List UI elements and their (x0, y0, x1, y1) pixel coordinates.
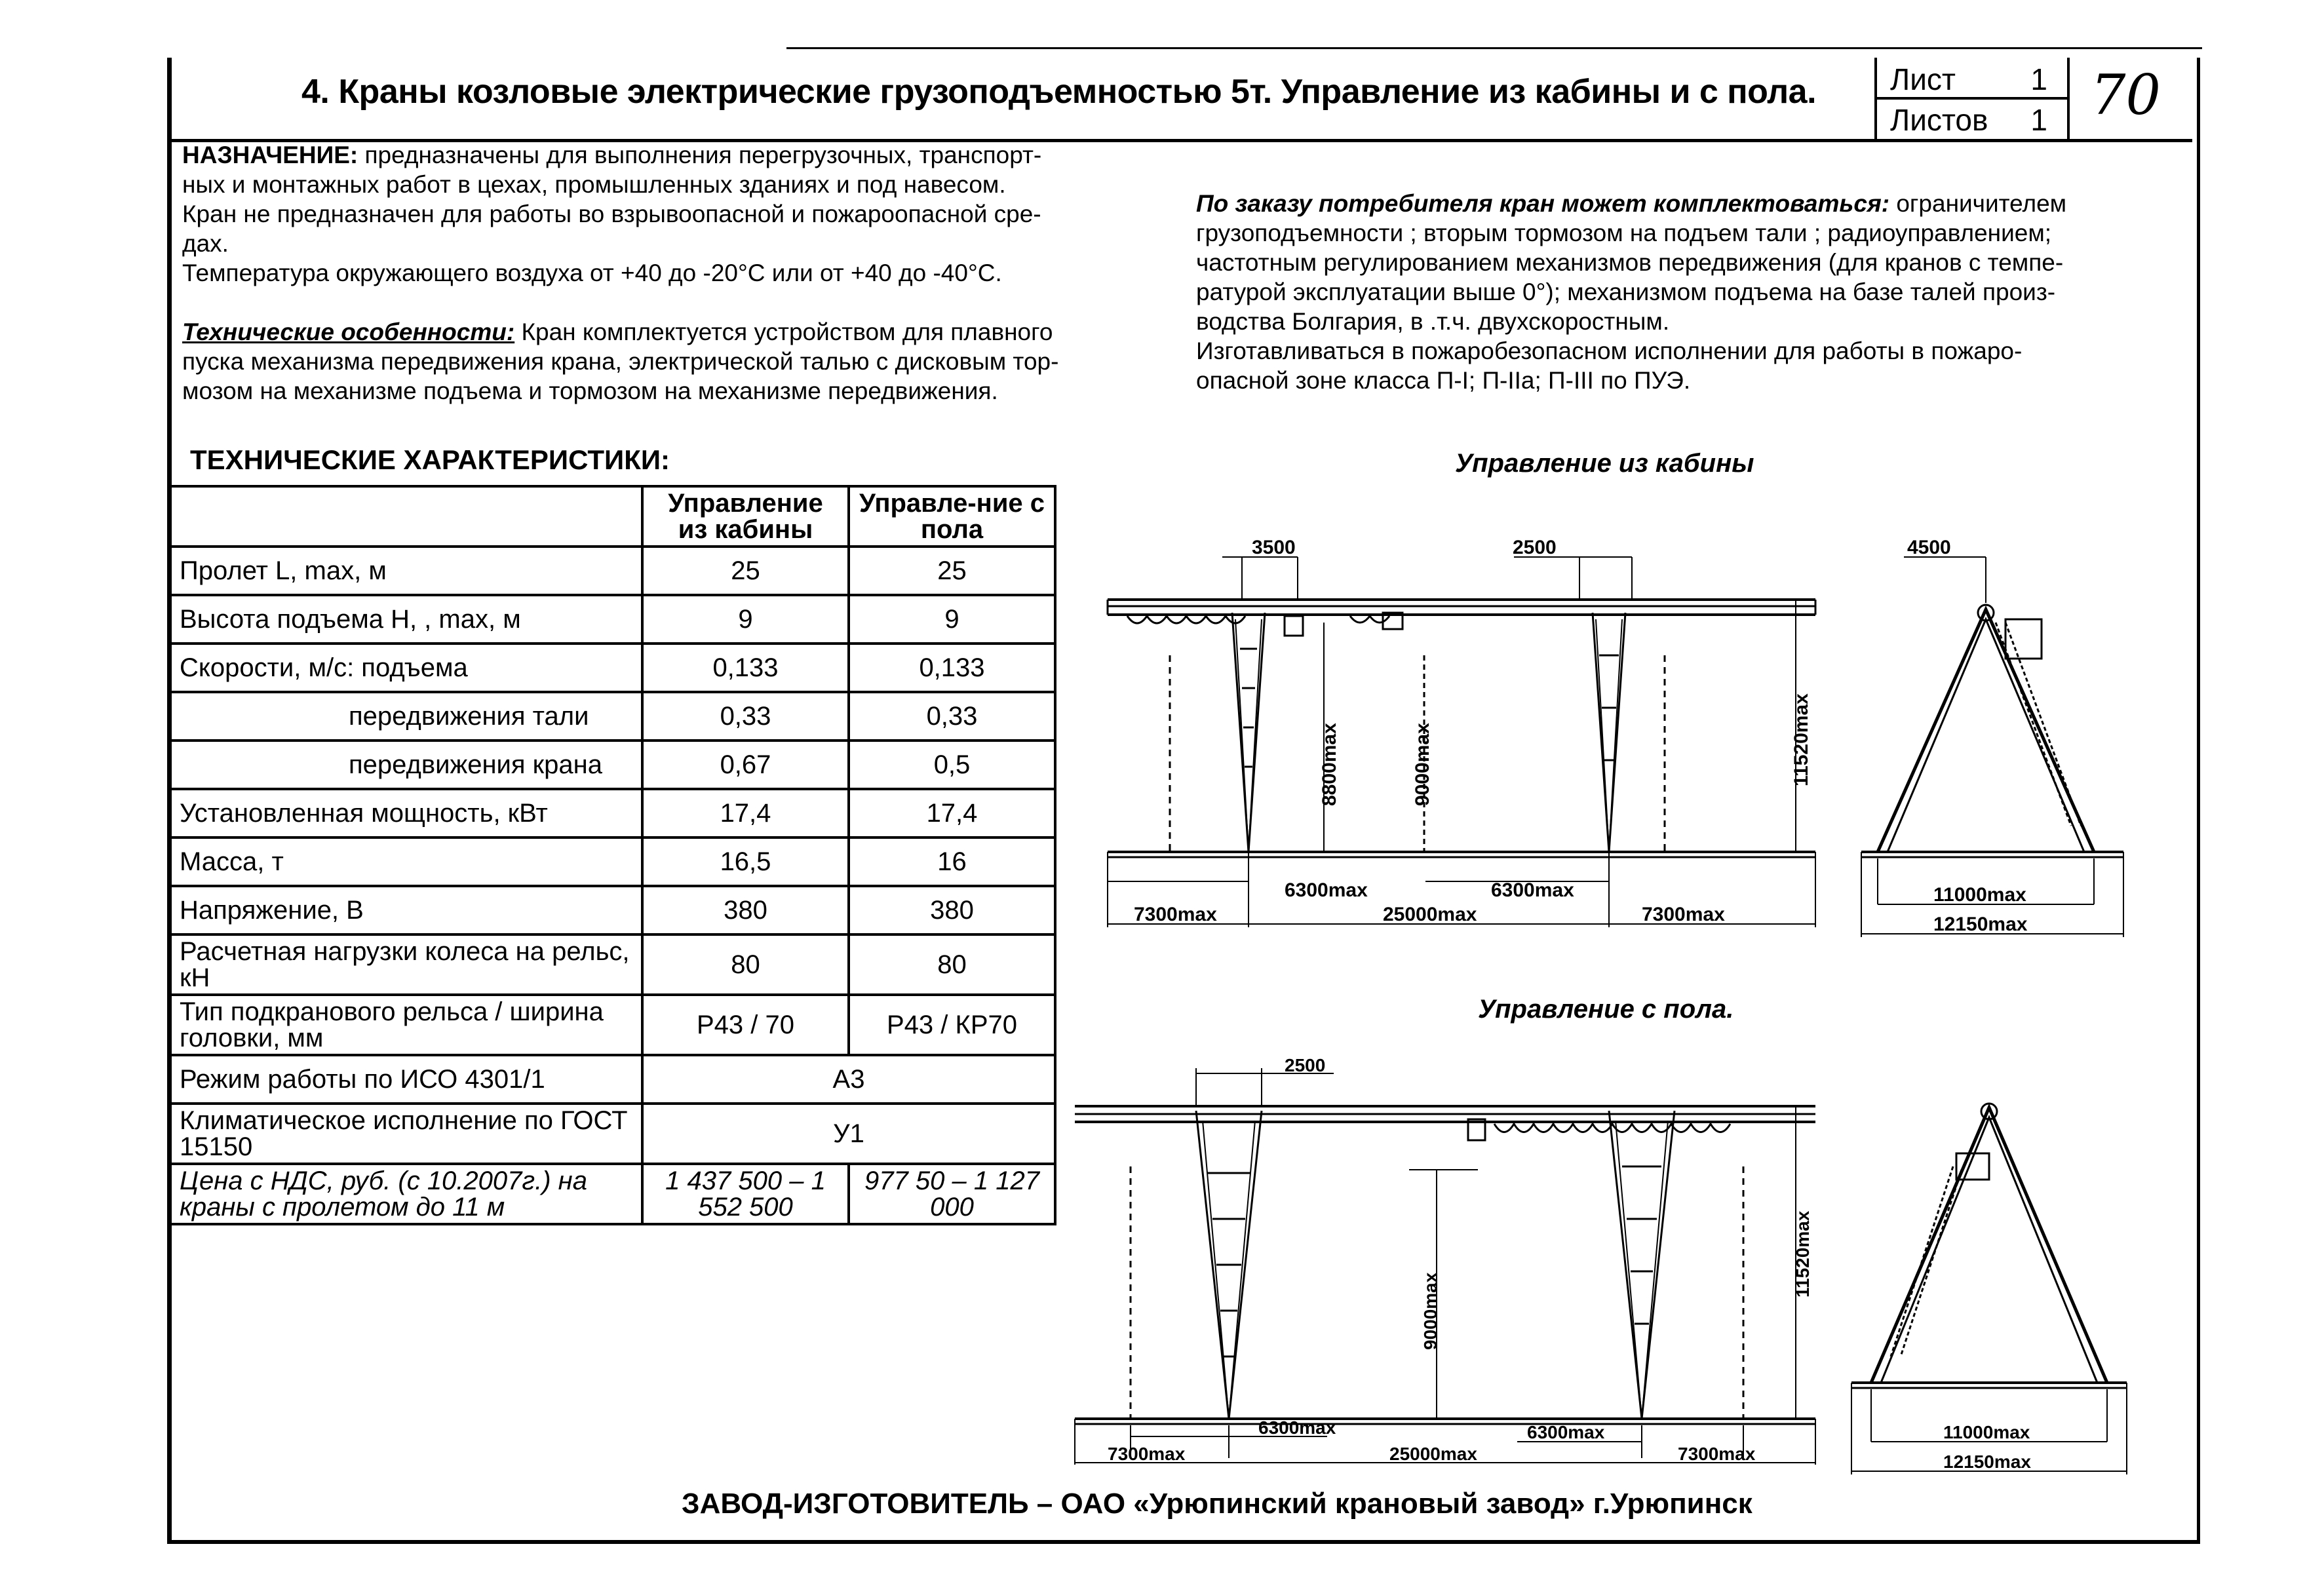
dim-11520: 11520max (1792, 1210, 1813, 1298)
row-label: передвижения тали (170, 692, 642, 741)
price-label: Цена с НДС, руб. (с 10.2007г.) на краны с пролетом до 11 м (170, 1164, 642, 1224)
sheets-row (1877, 98, 2067, 138)
climate-label: Климатическое исполнение по ГОСТ 15150 (170, 1104, 642, 1164)
features-paragraph (182, 317, 1058, 406)
row-label: Скорости, м/с: подъема (170, 644, 642, 692)
table-header-row (170, 486, 1055, 547)
manufacturer-footer: ЗАВОД-ИЗГОТОВИТЕЛЬ – ОАО «Урюпинский крановый завод» г.Урюпинск (682, 1488, 1753, 1520)
purpose-line: ных и монтажных работ в цехах, промышленных зданиях и под навесом. (182, 171, 1006, 198)
features-label: Технические особенности: (182, 318, 515, 345)
dim-12150: 12150max (1933, 914, 2028, 935)
table-row (170, 692, 1055, 741)
purpose-line: дах. (182, 230, 229, 257)
dim-9000: 9000max (1412, 723, 1433, 806)
page-title: 4. Краны козловые электрические грузоподъемностью 5т. Управление из кабины и с пола. (301, 73, 1817, 111)
price-cab: 1 437 500 – 1 552 500 (642, 1164, 849, 1224)
options-line: опасной зоне класса П-I; П-IIа; П-III по ПУЭ. (1196, 367, 1691, 394)
table-row (170, 995, 1055, 1055)
dim-7300b: 7300max (1642, 904, 1725, 925)
dim-6300a: 6300max (1285, 879, 1368, 901)
row-cab-value: 16,5 (642, 837, 849, 886)
row-floor-value: 0,5 (849, 741, 1055, 789)
sheet-value: 1 (2030, 62, 2047, 96)
features-line: мозом на механизме подъема и тормозом на механизме передвижения. (182, 377, 998, 404)
specs-table (169, 485, 1056, 1225)
sheets-value: 1 (2030, 103, 2047, 137)
options-label: По заказу потребителя кран может комплектоваться: (1196, 190, 1890, 217)
dim-11520: 11520max (1791, 693, 1812, 786)
row-floor-value: 380 (849, 886, 1055, 934)
options-line: ограничителем (1889, 190, 2067, 217)
dim-4500: 4500 (1907, 537, 1951, 558)
row-floor-value: 25 (849, 547, 1055, 595)
price-row (170, 1164, 1055, 1224)
table-row (170, 1055, 1055, 1104)
options-line: грузоподъемности ; вторым тормозом на подъем тали ; радиоуправлением; (1196, 220, 2052, 246)
purpose-label: НАЗНАЧЕНИЕ: (182, 142, 358, 168)
table-row (170, 547, 1055, 595)
mode-label: Режим работы по ИСО 4301/1 (170, 1055, 642, 1104)
row-cab-value: 0,33 (642, 692, 849, 741)
cab-crane-side-drawing (1848, 531, 2137, 944)
dim-7300a: 7300max (1134, 904, 1217, 925)
table-row (170, 1104, 1055, 1164)
climate-value: У1 (642, 1104, 1055, 1164)
table-row (170, 837, 1055, 886)
table-row (170, 595, 1055, 644)
dim-6300a: 6300max (1258, 1417, 1336, 1438)
row-floor-value: 17,4 (849, 789, 1055, 837)
floor-crane-side-drawing (1845, 1088, 2133, 1481)
col-cab-header: Управление из кабины (642, 486, 849, 547)
row-cab-value: 17,4 (642, 789, 849, 837)
purpose-line: Температура окружающего воздуха от +40 до -20°С или от +40 до -40°С. (182, 260, 1002, 286)
dim-8800: 8800max (1319, 723, 1340, 806)
dim-2500: 2500 (1285, 1055, 1326, 1075)
cab-crane-front-drawing (1088, 524, 1842, 944)
dim-7300b: 7300max (1678, 1444, 1756, 1464)
options-paragraph (1196, 189, 2066, 395)
sheet-label: Лист (1890, 62, 1956, 96)
features-line: Кран комплектуется устройством для плавного (514, 318, 1053, 345)
dim-9000: 9000max (1420, 1272, 1441, 1350)
dim-25000: 25000max (1389, 1444, 1477, 1464)
sheet-info-box (1874, 58, 2070, 139)
row-label: Расчетная нагрузки колеса на рельс, кН (170, 934, 642, 995)
row-floor-value: 0,133 (849, 644, 1055, 692)
row-label: Установленная мощность, кВт (170, 789, 642, 837)
row-cab-value: 0,67 (642, 741, 849, 789)
purpose-paragraph (182, 140, 1041, 288)
row-cab-value: 25 (642, 547, 849, 595)
sheet-row (1877, 58, 2067, 100)
options-line: Изготавливаться в пожаробезопасном исполнении для работы в пожаро- (1196, 337, 2023, 364)
row-label: передвижения крана (170, 741, 642, 789)
row-cab-value: 80 (642, 934, 849, 995)
top-rule (786, 47, 2202, 49)
col-floor-header: Управле-ние с пола (849, 486, 1055, 547)
table-row (170, 741, 1055, 789)
table-row (170, 644, 1055, 692)
row-cab-value: Р43 / 70 (642, 995, 849, 1055)
row-label: Напряжение, В (170, 886, 642, 934)
row-cab-value: 380 (642, 886, 849, 934)
empty-header-cell (170, 486, 642, 547)
dim-12150: 12150max (1943, 1452, 2031, 1472)
floor-crane-front-drawing (1068, 1055, 1822, 1474)
row-floor-value: Р43 / КР70 (849, 995, 1055, 1055)
dim-25000: 25000max (1383, 904, 1477, 925)
row-floor-value: 9 (849, 595, 1055, 644)
row-label: Высота подъема H, , max, м (170, 595, 642, 644)
table-row (170, 789, 1055, 837)
dim-7300a: 7300max (1108, 1444, 1186, 1464)
cab-drawing-caption: Управление из кабины (1455, 449, 1754, 478)
options-line: частотным регулированием механизмов передвижения (для кранов с темпе- (1196, 249, 2064, 276)
dim-6300b: 6300max (1527, 1422, 1605, 1442)
row-label: Масса, т (170, 837, 642, 886)
purpose-line: Кран не предназначен для работы во взрывоопасной и пожароопасной сре- (182, 201, 1041, 227)
dim-3500: 3500 (1252, 537, 1296, 558)
purpose-line: предназначены для выполнения перегрузочных, транспорт- (358, 142, 1042, 168)
row-floor-value: 16 (849, 837, 1055, 886)
dim-11000: 11000max (1933, 884, 2026, 906)
dim-2500: 2500 (1513, 537, 1557, 558)
floor-drawing-caption: Управление с пола. (1478, 995, 1734, 1024)
table-row (170, 886, 1055, 934)
mode-value: А3 (642, 1055, 1055, 1104)
price-floor: 977 50 – 1 127 000 (849, 1164, 1055, 1224)
row-cab-value: 0,133 (642, 644, 849, 692)
specs-title: ТЕХНИЧЕСКИЕ ХАРАКТЕРИСТИКИ: (190, 444, 670, 475)
row-floor-value: 80 (849, 934, 1055, 995)
sheets-label: Листов (1890, 103, 1988, 137)
row-label: Тип подкранового рельса / ширина головки, мм (170, 995, 642, 1055)
row-label: Пролет L, max, м (170, 547, 642, 595)
options-line: ратурой эксплуатации выше 0°); механизмом подъема на базе талей произ- (1196, 279, 2056, 305)
dim-11000: 11000max (1943, 1422, 2030, 1442)
options-line: водства Болгария, в .т.ч. двухскоростным. (1196, 308, 1670, 335)
row-cab-value: 9 (642, 595, 849, 644)
handwritten-page-number: 70 (2091, 63, 2161, 127)
dim-6300b: 6300max (1491, 879, 1574, 901)
row-floor-value: 0,33 (849, 692, 1055, 741)
features-line: пуска механизма передвижения крана, электрической талью с дисковым тор- (182, 348, 1059, 375)
table-row (170, 934, 1055, 995)
